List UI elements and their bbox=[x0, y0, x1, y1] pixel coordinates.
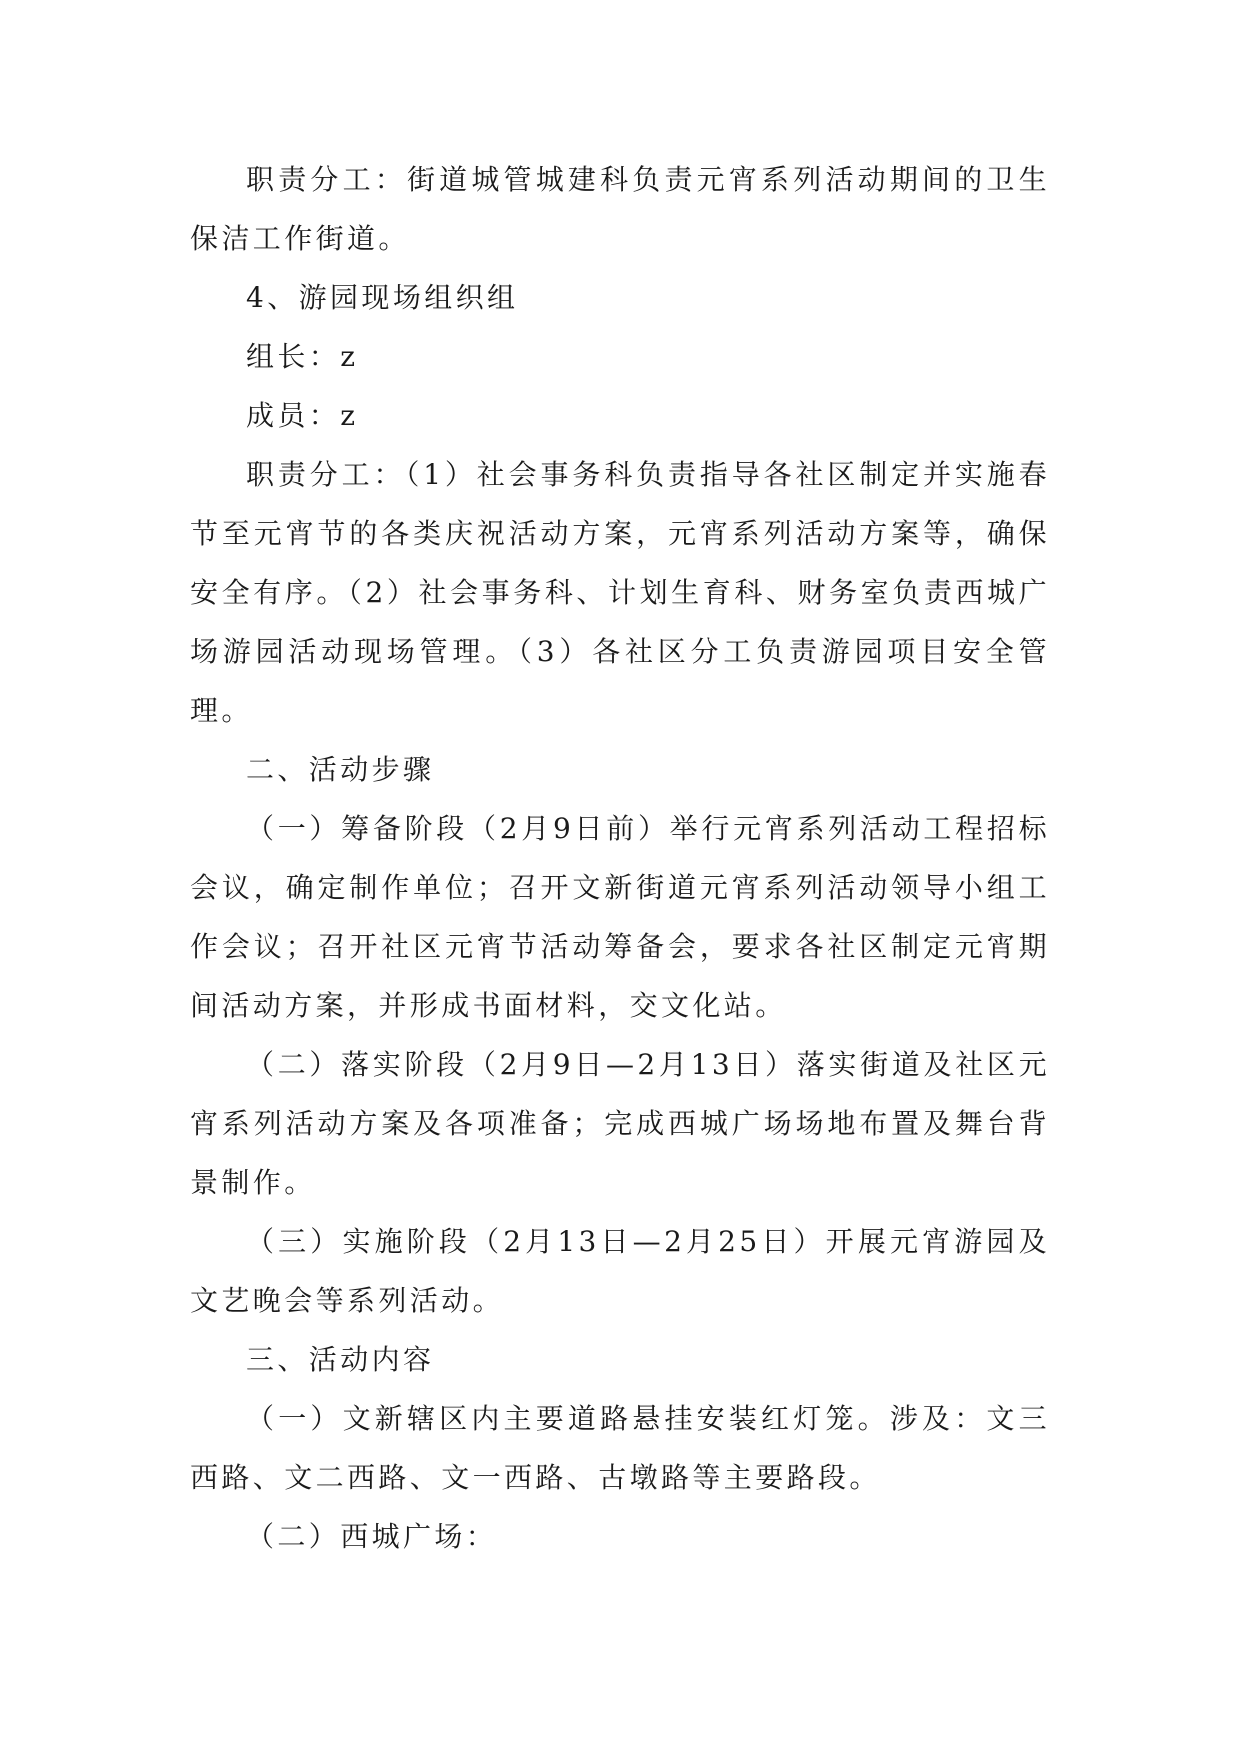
paragraph-preparation-stage: （一）筹备阶段（2月9日前）举行元宵系列活动工程招标会议，确定制作单位；召开文新街道元宵系列活动领导小组工作会议；召开社区元宵节活动筹备会，要求各社区制定元宵期间活动方案，并形成书面材料，交文化站。 bbox=[190, 812, 1050, 1022]
paragraph-red-lanterns: （一）文新辖区内主要道路悬挂安装红灯笼。涉及：文三西路、文二西路、文一西路、古墩路等主要路段。 bbox=[190, 1402, 1050, 1494]
paragraph-sanitation-duty: 职责分工：街道城管城建科负责元宵系列活动期间的卫生保洁工作街道。 bbox=[190, 163, 1050, 255]
heading-activity-content: 三、活动内容 bbox=[246, 1343, 435, 1376]
heading-garden-site-group: 4、游园现场组织组 bbox=[246, 281, 519, 314]
paragraph-group-leader: 组长：z bbox=[246, 340, 359, 373]
document-body bbox=[190, 150, 1050, 1566]
heading-activity-steps: 二、活动步骤 bbox=[246, 753, 435, 786]
paragraph-xicheng-square: （二）西城广场： bbox=[246, 1520, 498, 1553]
paragraph-garden-duties: 职责分工：（1）社会事务科负责指导各社区制定并实施春节至元宵节的各类庆祝活动方案，元宵系列活动方案等，确保安全有序。（2）社会事务科、计划生育科、财务室负责西城广场游园活动现场管理。（3）各社区分工负责游园项目安全管理。 bbox=[190, 458, 1050, 727]
paragraph-execution-stage: （三）实施阶段（2月13日—2月25日）开展元宵游园及文艺晚会等系列活动。 bbox=[190, 1225, 1050, 1317]
paragraph-group-members: 成员：z bbox=[246, 399, 359, 432]
paragraph-implementation-stage: （二）落实阶段（2月9日—2月13日）落实街道及社区元宵系列活动方案及各项准备；完成西城广场场地布置及舞台背景制作。 bbox=[190, 1048, 1050, 1199]
